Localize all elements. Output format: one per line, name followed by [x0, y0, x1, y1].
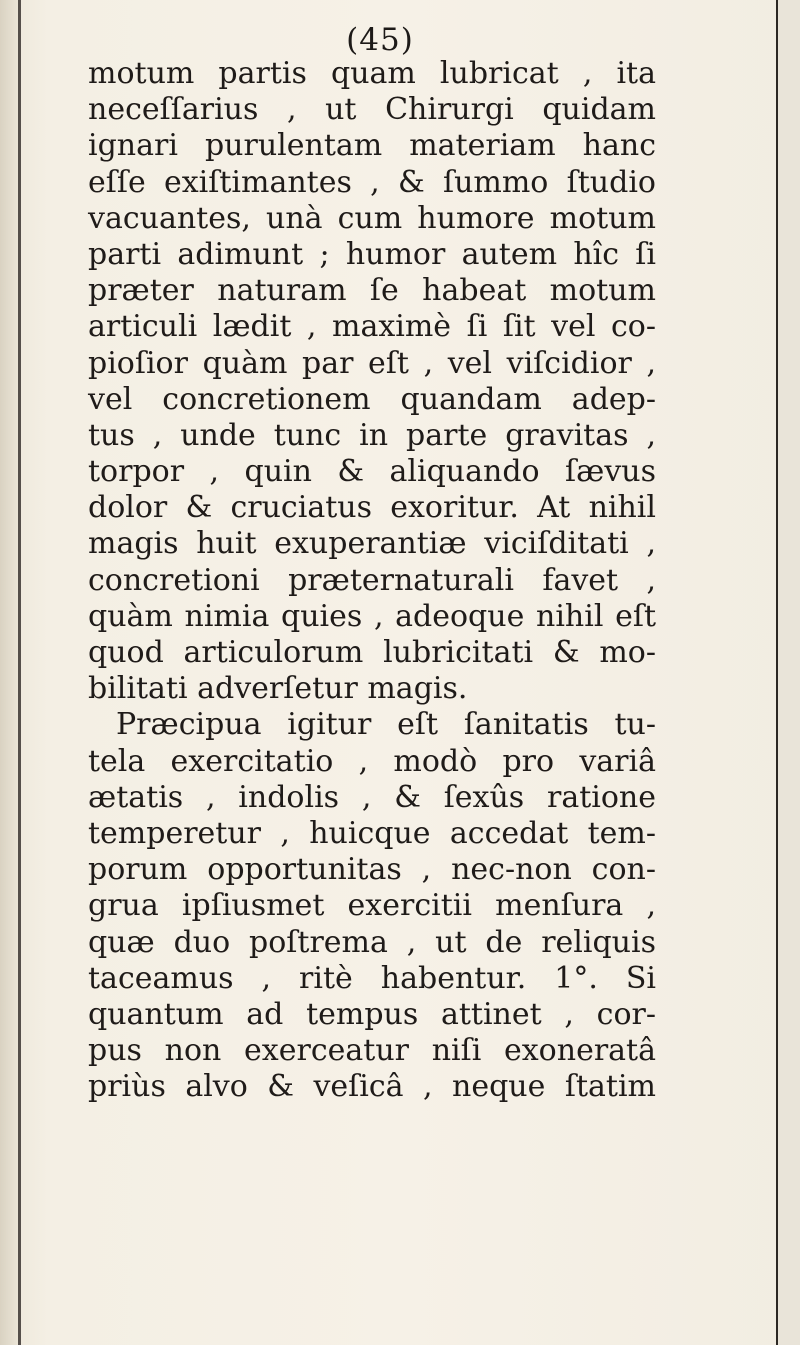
- text-line: eſſe exiſtimantes , & ſummo ſtudio: [88, 164, 656, 200]
- text-line: vacuantes, unà cum humore motum: [88, 200, 656, 236]
- text-line: motum partis quam lubricat , ita: [88, 56, 656, 91]
- text-line: grua ipſiusmet exercitii menſura ,: [88, 888, 656, 924]
- text-line: porum opportunitas , nec-non con-: [88, 852, 656, 888]
- body-text: [88, 56, 656, 1105]
- page-number: (45): [346, 22, 414, 58]
- page-right-edge: [776, 0, 778, 1345]
- text-line: parti adimunt ; humor autem hîc ſi: [88, 236, 656, 272]
- text-line: pioſior quàm par eſt , vel viſcidior ,: [88, 345, 656, 381]
- text-line: bilitati adverſetur magis.: [88, 671, 468, 707]
- text-line: pus non exerceatur niſi exoneratâ: [88, 1033, 656, 1069]
- text-line: taceamus , ritè habentur. 1°. Si: [88, 960, 656, 996]
- text-line: dolor & cruciatus exoritur. At nihil: [88, 490, 656, 526]
- text-line: temperetur , huicque accedat tem-: [88, 815, 656, 851]
- text-line: præter naturam ſe habeat motum: [88, 273, 656, 309]
- text-line: neceſſarius , ut Chirurgi quidam: [88, 92, 656, 128]
- text-line: quàm nimia quies , adeoque nihil eſt: [88, 598, 656, 634]
- text-line: torpor , quin & aliquando ſævus: [88, 454, 656, 490]
- text-line: tus , unde tunc in parte gravitas ,: [88, 417, 656, 453]
- text-line: Præcipua igitur eſt ſanitatis tu-: [116, 707, 656, 743]
- text-line: vel concretionem quandam adep-: [88, 381, 656, 417]
- text-line: quantum ad tempus attinet , cor-: [88, 996, 656, 1032]
- text-line: articuli lædit , maximè ſi ſit vel co-: [88, 309, 656, 345]
- text-line: magis huit exuperantiæ viciſditati ,: [88, 526, 656, 562]
- text-line: priùs alvo & veſicâ , neque ſtatim: [88, 1069, 656, 1105]
- text-line: quod articulorum lubricitati & mo-: [88, 635, 656, 670]
- text-line: tela exercitatio , modò pro variâ: [88, 743, 656, 779]
- page-right-strip: [778, 0, 800, 1345]
- page-left-edge: [18, 0, 21, 1345]
- text-line: concretioni præternaturali favet ,: [88, 562, 656, 598]
- text-line: quæ duo poſtrema , ut de reliquis: [88, 924, 656, 960]
- text-line: ætatis , indolis , & ſexûs ratione: [88, 779, 656, 815]
- page-left-shadow: [0, 0, 18, 1345]
- text-line: ignari purulentam materiam hanc: [88, 128, 656, 164]
